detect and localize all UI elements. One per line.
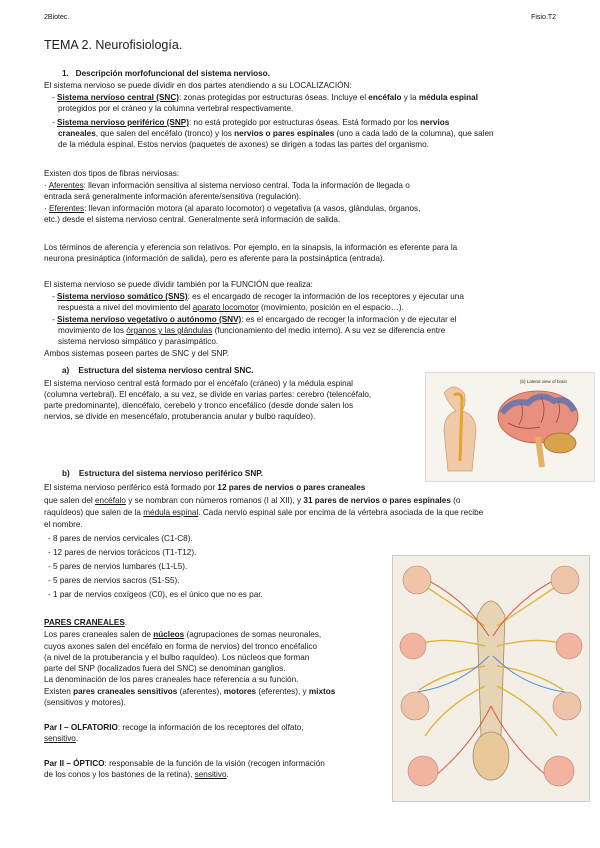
paragraph-relativos: Los términos de aferencia y eferencia son relativos. Por ejemplo, en la sinapsis, la información es eferente para la	[44, 243, 458, 252]
paragraph-pc-6: Existen pares craneales sensitivos (aferentes), motores (eferentes), y mixtos	[44, 687, 336, 696]
paragraph-pc-7: (sensitivos y motores).	[44, 698, 126, 707]
list-item-vegetativo-line2: movimiento de los órganos y las glándulas (funcionamiento del medio interno). A su vez se diferencia entre	[58, 326, 446, 335]
list-item-vegetativo-line3: sistema nervioso simpático y parasimpático.	[58, 337, 219, 346]
paragraph-pc-5: La denominación de los pares craneales hace referencia a su función.	[44, 675, 299, 684]
section-heading-1: 1. Descripción morfofuncional del sistema nervioso.	[62, 69, 270, 78]
list-item-snc: - Sistema nervioso central (SNC): zonas protegidas por estructuras óseas. Incluye el encéfalo y la médula espinal	[52, 93, 478, 102]
list-item-vegetativo: - Sistema nervioso vegetativo o autónomo (SNV): es el encargado de recoger la información y de ejecutar el	[52, 315, 457, 324]
paragraph-pc-2: cuyos axones salen del encéfalo en forma de nervios) del tronco encéfalico	[44, 642, 318, 651]
paragraph-fibras: Existen dos tipos de fibras nerviosas:	[44, 169, 180, 178]
section-heading-a: a) Estructura del sistema nervioso central SNC.	[62, 366, 254, 375]
paragraph-funcion: El sistema nervioso se puede dividir también por la FUNCIÓN que realiza:	[44, 280, 313, 289]
paragraph-snc-2: (columna vertebral). El encéfalo, a su vez, se divide en varias partes: cerebro (telencéfalo,	[44, 390, 372, 399]
paragraph-snp-4: el nombre.	[44, 520, 83, 529]
paragraph-aferentes-line2: entrada será generalmente información aferente/sensitiva (regulación).	[44, 192, 302, 201]
list-item-snc-line2: protegidos por el cráneo y la columna vertebral respectivamente.	[58, 104, 294, 113]
brain-figure	[425, 372, 595, 482]
section-heading-b: b) Estructura del sistema nervioso periférico SNP.	[62, 469, 263, 478]
paragraph-aferentes: · Aferentes: llevan información sensitiva al sistema nervioso central. Toda la información de llegada o	[44, 181, 410, 190]
list-item: - 5 pares de nervios sacros (S1-S5).	[48, 576, 180, 585]
list-item-snp: - Sistema nervioso periférico (SNP): no está protegido por estructuras óseas. Está formado por los nervios	[52, 118, 450, 127]
paragraph-localizacion: El sistema nervioso se puede dividir en dos partes atendiendo a su LOCALIZACIÓN:	[44, 81, 352, 90]
list-item: - 8 pares de nervios cervicales (C1-C8).	[48, 534, 193, 543]
list-item-somatico: - Sistema nervioso somático (SNS): es el encargado de recoger la información de los receptores y ejecutar una	[52, 292, 464, 301]
paragraph-snc-3: parte predominante), diencéfalo, cerebelo y tronco encefálico (desde donde salen los	[44, 401, 354, 410]
list-item-snp-line2: craneales, que salen del encéfalo (tronco) y los nervios o pares espinales (uno a cada lado de la columna), que salen	[58, 129, 494, 138]
page-title: TEMA 2. Neurofisiología.	[44, 38, 183, 52]
paragraph-pc-1: Los pares craneales salen de núcleos (agrupaciones de somas neuronales,	[44, 630, 322, 639]
paragraph-eferentes: · Eferentes: llevan información motora (al aparato locomotor) o vegetativa (a vasos, glándulas, órganos,	[44, 204, 421, 213]
list-item: - 1 par de nervios coxígeos (C0), es el único que no es par.	[48, 590, 263, 599]
paragraph-pc-4: parte del SNP (localizados fuera del SNC) se denominan ganglios.	[44, 664, 286, 673]
paragraph-ambos: Ambos sistemas poseen partes de SNC y del SNP.	[44, 349, 230, 358]
header-right: Fisio.T2	[531, 14, 556, 21]
list-item: - 5 pares de nervios lumbares (L1-L5).	[48, 562, 188, 571]
paragraph-eferentes-line2: etc.) desde el sistema nervioso central. Generalmente será información de salida.	[44, 215, 341, 224]
list-item-snp-line3: de la médula espinal. Estos nervios (paquetes de axones) se dirigen a todas las partes del organismo.	[58, 140, 429, 149]
paragraph-snp-3: raquídeos) que salen de la médula espinal. Cada nervio espinal sale por encima de la vértebra asociada de la que recibe	[44, 508, 484, 517]
header-left: 2Biotec.	[44, 14, 70, 21]
par-ii: Par II – ÓPTICO: responsable de la función de la visión (recogen información	[44, 759, 325, 768]
par-i-line2: sensitivo.	[44, 734, 79, 743]
paragraph-snp-2: que salen del encéfalo y se nombran con números romanos (I al XII), y 31 pares de nervios o pares espinales (o	[44, 496, 461, 505]
list-item-somatico-line2: respuesta a nivel del movimiento del aparato locomotor (movimiento, posición en el espacio…).	[58, 303, 404, 312]
paragraph-snc-1: El sistema nervioso central está formado por el encéfalo (cráneo) y la médula espinal	[44, 379, 354, 388]
paragraph-pc-3: (a nivel de la protuberancia y el bulbo raquídeo). Los núcleos que forman	[44, 653, 310, 662]
paragraph-snc-4: nervios, se divide en mesencéfalo, protuberancia anular y bulbo raquídeo).	[44, 412, 316, 421]
paragraph-snp-1: El sistema nervioso periférico está formado por 12 pares de nervios o pares craneales	[44, 483, 366, 492]
par-i: Par I – OLFATORIO: recoge la información de los receptores del olfato,	[44, 723, 304, 732]
paragraph-relativos-line2: neurona presináptica (información de salida), pero es aferente para la postsináptica (entrada).	[44, 254, 385, 263]
brain-caption: (b) Lateral view of brain	[520, 379, 568, 384]
list-item: - 12 pares de nervios torácicos (T1-T12).	[48, 548, 197, 557]
pares-craneales-heading: PARES CRANEALES.	[44, 618, 128, 627]
par-ii-line2: de los conos y los bastones de la retina), sensitivo.	[44, 770, 229, 779]
